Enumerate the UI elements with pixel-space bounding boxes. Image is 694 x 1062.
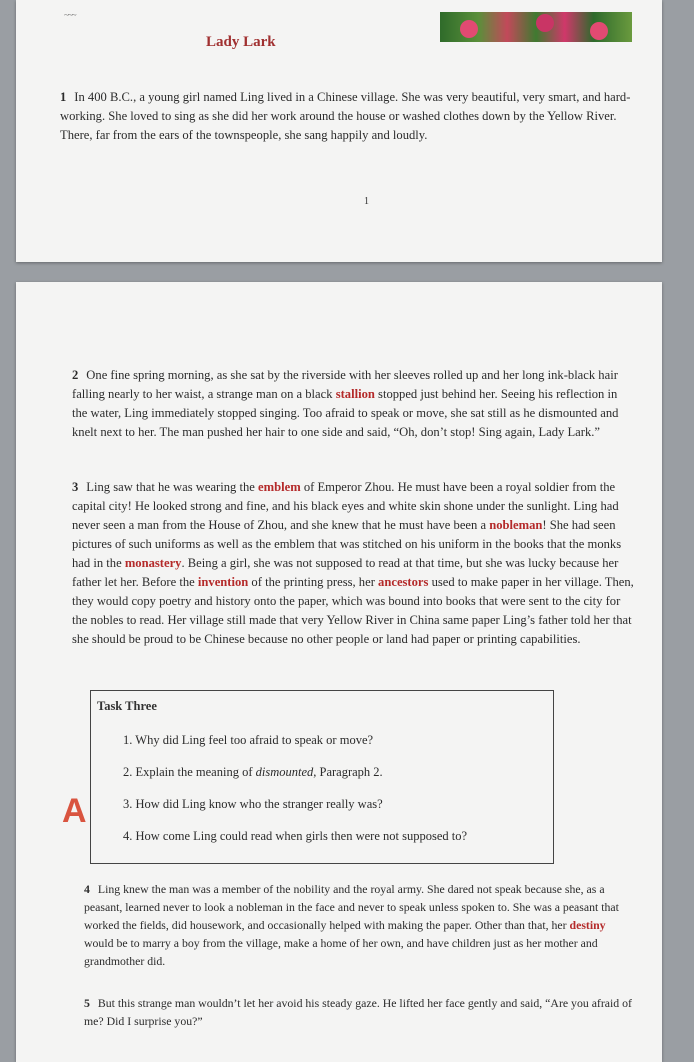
question-text: , Paragraph 2. (313, 765, 383, 779)
paragraph-number: 2 (72, 368, 79, 382)
flower-banner-image (440, 12, 632, 42)
paragraph-text: . Being a girl, she was not supposed to read at that time, but she was lucky because her father let her. Before the (72, 556, 619, 589)
paragraph-text: of Emperor Zhou. He must have been a royal soldier from the capital city! He looked strong and fine, and his black eyes and white skin shone under the sunlight. Ling had never seen a man from the House of Zhou, and she knew that he must have been a (72, 480, 619, 532)
vocab-word: monastery (124, 556, 182, 570)
corner-mark: ~~~ (64, 10, 76, 20)
paragraph-text: ! She had seen pictures of such uniforms as well as the emblem that was stitched on his uniform in the books that the monks had in the (72, 518, 622, 570)
paragraph-text: used to make paper in her village. Then, they would copy poetry and history onto the paper, which was bound into books that were sent to the city for the nobles to read. Her village still made that very Yellow River in China same paper Ling’s father told her that she should be proud to be Chinese because no other people or land had paper or printing capabilities. (72, 575, 634, 646)
paragraph-text: Ling knew the man was a member of the nobility and the royal army. She dared not speak because she, as a peasant, learned never to look a nobleman in the face and never to speak unless spoken to. She was a peasant that worked the fields, did housework, and occasionally helped with making the paper. Other than that, her (84, 882, 619, 932)
paragraph-1 (60, 88, 632, 145)
paragraph-text: In 400 B.C., a young girl named Ling lived in a Chinese village. She was very beautiful, very smart, and hard-working. She loved to sing as she did her work around the house or washed clothes down by the Yellow River. There, far from the ears of the townspeople, she sang happily and loudly. (60, 90, 631, 142)
task-question-4: 4. How come Ling could read when girls then were not supposed to? (123, 829, 468, 843)
paragraph-number: 1 (60, 90, 67, 104)
question-text: 2. Explain the meaning of (123, 765, 256, 779)
vocab-word: invention (197, 575, 249, 589)
task-question-2 (123, 765, 383, 780)
paragraph-3 (72, 478, 634, 649)
vocab-word: nobleman (489, 518, 543, 532)
task-question-3: 3. How did Ling know who the stranger really was? (123, 797, 383, 811)
story-title: Lady Lark (206, 34, 276, 50)
annotation-letter: A (62, 792, 87, 830)
page-number: 1 (364, 196, 369, 207)
vocab-word: emblem (258, 480, 301, 494)
task-question-1: 1. Why did Ling feel too afraid to speak or move? (123, 733, 374, 747)
page-2 (16, 282, 662, 1062)
paragraph-text: One fine spring morning, as she sat by the riverside with her sleeves rolled up and her long ink-black hair falling nearly to her waist, a strange man on a black (72, 368, 618, 401)
vocab-word: stallion (335, 387, 375, 401)
paragraph-5 (84, 994, 636, 1030)
question-italic-word: dismounted (255, 765, 314, 779)
paragraph-text: would be to marry a boy from the village, make a home of her own, and have children just as her mother and grandmother did. (84, 936, 598, 968)
page-1 (16, 0, 662, 262)
paragraph-number: 3 (72, 480, 79, 494)
task-title: Task Three (97, 699, 157, 713)
paragraph-text: But this strange man wouldn’t let her avoid his steady gaze. He lifted her face gently and said, “Are you afraid of me? Did I surprise you?” (84, 996, 632, 1028)
paragraph-text: stopped just behind her. Seeing his reflection in the water, Ling immediately stopped singing. Too afraid to speak or move, she sat still as he dismounted and knelt next to her. The man pushed her hair to one side and said, “Oh, don’t stop! Sing again, Lady Lark.” (72, 387, 619, 439)
paragraph-number: 4 (84, 882, 90, 896)
vocab-word: destiny (569, 918, 606, 932)
paragraph-2 (72, 366, 634, 442)
task-box (90, 690, 554, 864)
paragraph-4 (84, 880, 636, 970)
paragraph-text: Ling saw that he was wearing the (86, 480, 259, 494)
paragraph-text: of the printing press, her (248, 575, 379, 589)
vocab-word: ancestors (378, 575, 429, 589)
paragraph-number: 5 (84, 996, 90, 1010)
